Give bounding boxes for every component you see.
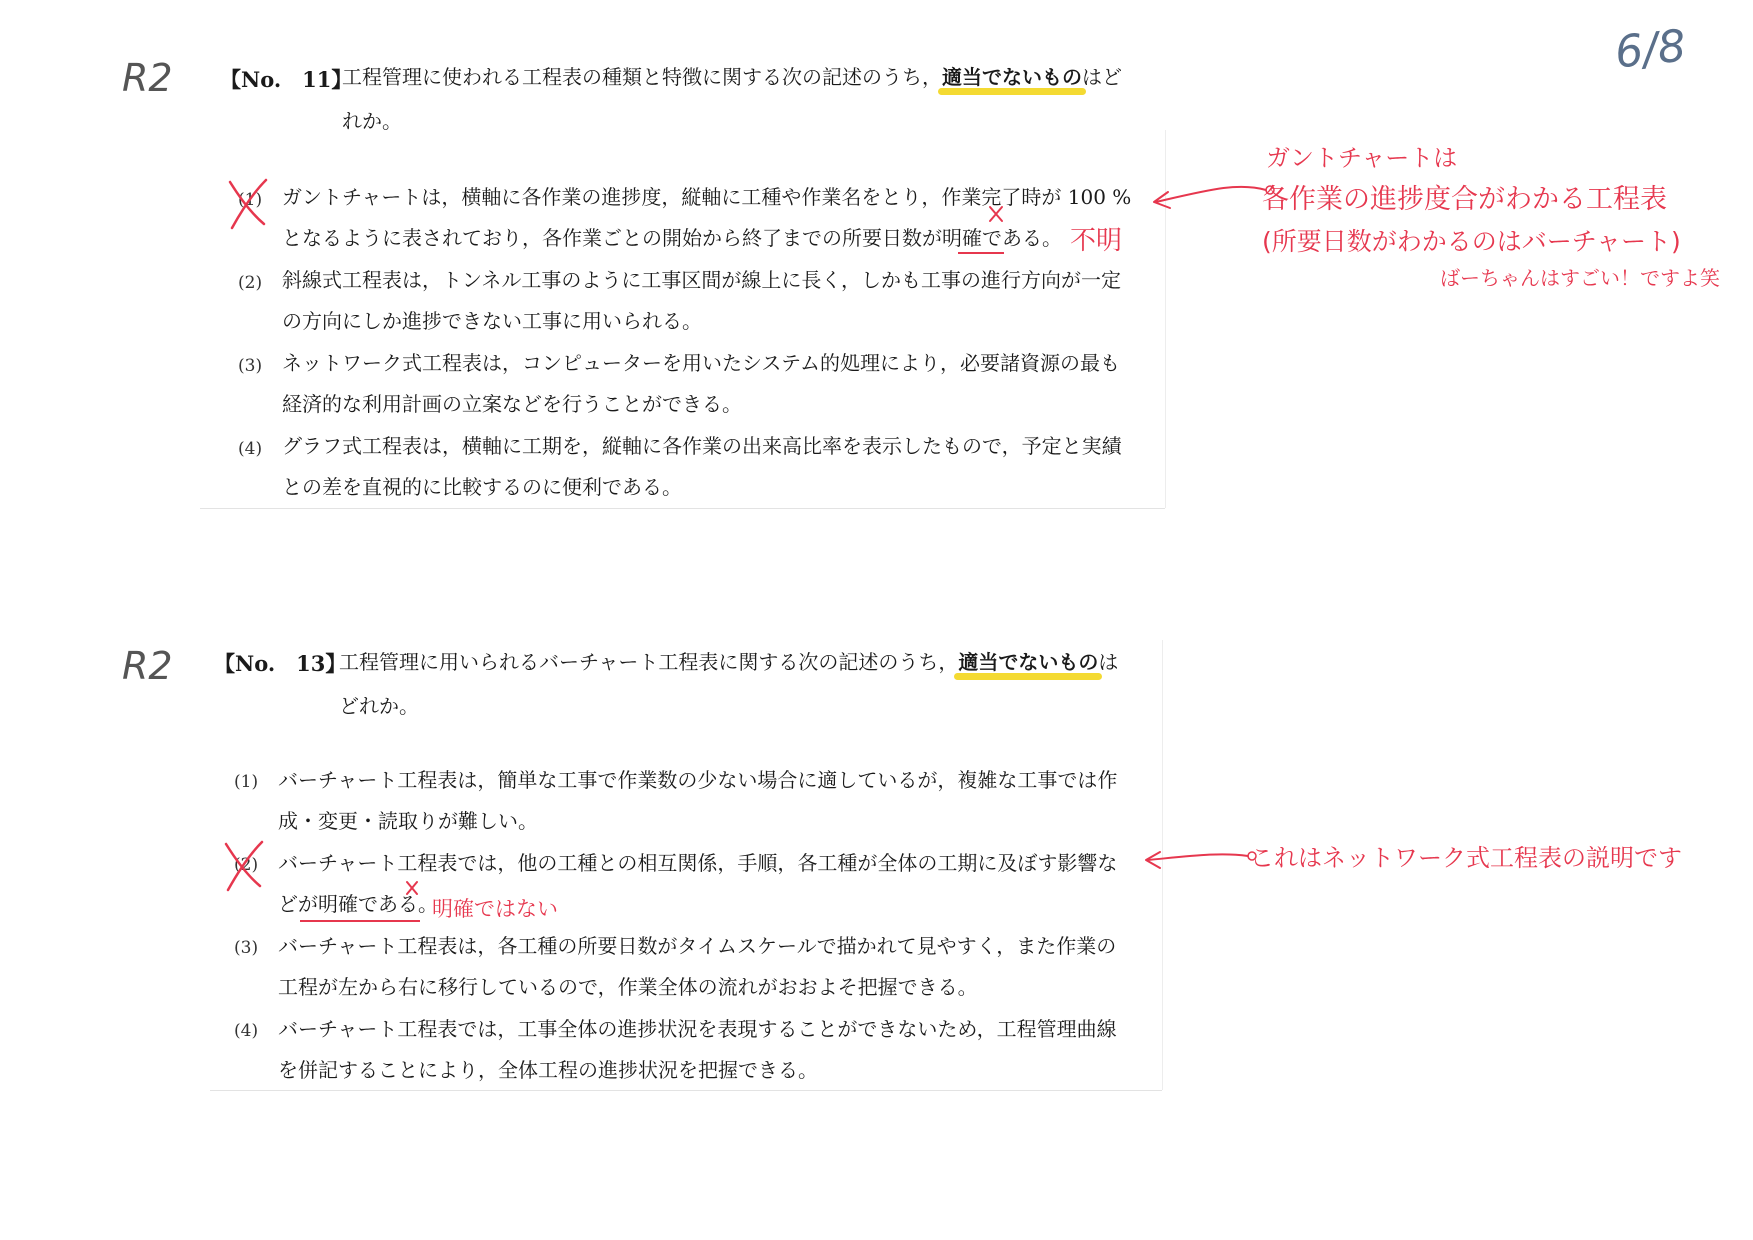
page-number: 6/8 [1612, 20, 1689, 79]
inline-correction-note: 明確ではない [432, 897, 558, 921]
small-x-mark [988, 205, 1004, 223]
stem-text-end: はど [1082, 65, 1122, 89]
cross-mark [226, 176, 270, 232]
option-number: (4) [234, 1021, 259, 1041]
question-stem [342, 55, 1162, 143]
question-number: 【No. 11】 [220, 67, 353, 92]
clipping-edge [210, 1090, 1162, 1091]
option-text: バーチャート工程表は，簡単な工事で作業数の少ない場合に適しているが，複雑な工事では作 成・変更・読取りが難しい。 [278, 768, 1118, 833]
side-note [1262, 138, 1702, 258]
small-x-mark [405, 880, 419, 896]
red-underline [958, 252, 1004, 254]
stem-text-end: は [1098, 650, 1119, 674]
side-note-line: ガントチャートは [1266, 144, 1458, 172]
emphasis-highlight: 適当でないもの [942, 55, 1082, 99]
option-text: 斜線式工程表は，トンネル工事のように工事区間が線上に長く，しかも工事の進行方向が一定 の方向にしか進捗できない工事に用いられる。 [282, 268, 1121, 333]
option-text: ネットワーク式工程表は，コンピューターを用いたシステム的処理により，必要諸資源の最も 経済的な利用計画の立案などを行うことができる。 [282, 351, 1120, 416]
option-number: (2) [234, 855, 259, 875]
option-text: バーチャート工程表では，工事全体の進捗状況を表現することができないため，工程管理曲線 を併記することにより，全体工程の進捗状況を把握できる。 [278, 1017, 1117, 1082]
cross-mark [222, 838, 266, 894]
stem-text: 工程管理に使われる工程表の種類と特徴に関する次の記述のうち， [342, 65, 942, 89]
question-number: 【No. 13】 [214, 651, 347, 676]
side-note-joke: ばーちゃんはすごい！ですよ笑 [1440, 266, 1720, 290]
stem-text-line2: れか。 [342, 109, 402, 133]
stem-text: 工程管理に用いられるバーチャート工程表に関する次の記述のうち， [339, 650, 959, 674]
option-text: バーチャート工程表では，他の工種との相互関係，手順，各工種が全体の工期に及ぼす影響な どが明確である。 [278, 851, 1118, 916]
option-number: (1) [238, 190, 263, 210]
red-underline [300, 920, 420, 922]
emphasis-highlight: 適当でないもの [958, 640, 1098, 684]
option-number: (1) [234, 772, 259, 792]
inline-correction-note: 不明 [1070, 226, 1123, 256]
option-number: (3) [234, 938, 259, 958]
option-text: ガントチャートは，横軸に各作業の進捗度，縦軸に工種や作業名をとり，作業完了時が 100 % となるように表されており，各作業ごとの開始から終了までの所要日数が明確である。 [282, 185, 1132, 250]
side-note-line: 各作業の進捗度合がわかる工程表 [1262, 184, 1667, 215]
option-text: バーチャート工程表は，各工種の所要日数がタイムスケールで描かれて見やすく，また作業の 工程が左から右に移行しているので，作業全体の流れがおおよそ把握できる。 [278, 934, 1117, 999]
year-mark: R2 [122, 56, 173, 100]
side-note-line: (所要日数がわかるのはバーチャート) [1262, 227, 1681, 256]
option-number: (4) [238, 439, 263, 459]
option-number: (2) [238, 273, 263, 293]
side-note: これはネットワーク式工程表の説明です [1250, 844, 1682, 872]
question-stem [339, 640, 1159, 728]
arrow-icon [1140, 842, 1260, 876]
option-number: (3) [238, 356, 263, 376]
clipping-edge [200, 508, 1165, 509]
year-mark: R2 [122, 644, 173, 688]
arrow-icon [1148, 176, 1278, 216]
stem-text-line2: どれか。 [339, 694, 419, 718]
option-text: グラフ式工程表は，横軸に工期を，縦軸に各作業の出来高比率を表示したもので，予定と実績 との差を直視的に比較するのに便利である。 [282, 434, 1122, 499]
